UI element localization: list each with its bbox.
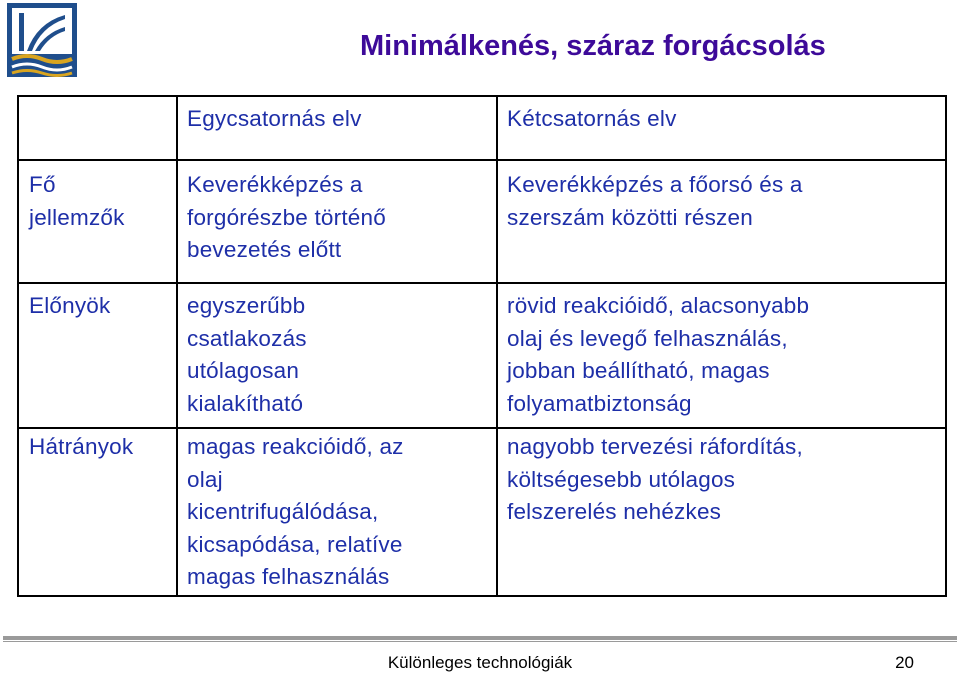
row-divider [19, 159, 945, 161]
column-divider [496, 97, 498, 595]
page-title: Minimálkenés, száraz forgácsolás [360, 30, 826, 62]
cell-elonyok-egycsatornas: egyszerűbb csatlakozás utólagosan kialakítható [187, 293, 307, 416]
column-divider [176, 97, 178, 595]
footer-divider [3, 636, 957, 640]
cell-hatranyok-egycsatornas: magas reakcióidő, az olaj kicentrifugálódása, kicsapódása, relatíve magas felhasználás [187, 434, 404, 589]
page-number: 20 [895, 653, 914, 672]
cell-fo-jellemzok-ketcsatornas: Keverékképzés a főorsó és a szerszám közötti részen [507, 172, 803, 230]
row-label-elonyok: Előnyök [29, 293, 111, 318]
cell-elonyok-ketcsatornas: rövid reakcióidő, alacsonyabb olaj és levegő felhasználás, jobban beállítható, magas folyamatbiztonság [507, 293, 810, 416]
footer-title: Különleges technológiák [387, 653, 573, 672]
column-header-ketcsatornas: Kétcsatornás elv [507, 106, 677, 131]
comparison-table [17, 95, 947, 597]
row-divider [19, 427, 945, 429]
cell-hatranyok-ketcsatornas: nagyobb tervezési ráfordítás, költségesebb utólagos felszerelés nehézkes [507, 434, 803, 524]
row-label-fo-jellemzok: Fő jellemzők [29, 172, 125, 230]
column-header-egycsatornas: Egycsatornás elv [187, 106, 362, 131]
cell-fo-jellemzok-egycsatornas: Keverékképzés a forgórészbe történő bevezetés előtt [187, 172, 386, 262]
footer-divider [3, 641, 957, 642]
institution-logo-icon [7, 3, 77, 77]
row-label-hatranyok: Hátrányok [29, 434, 134, 459]
row-divider [19, 282, 945, 284]
